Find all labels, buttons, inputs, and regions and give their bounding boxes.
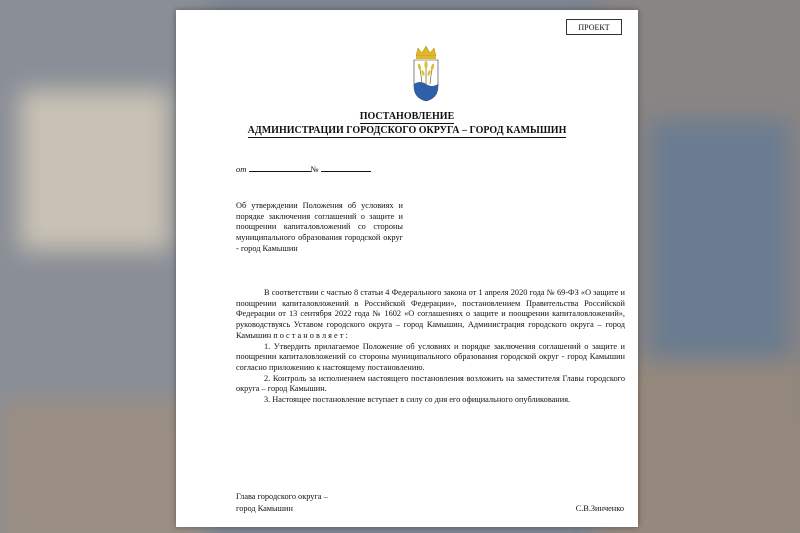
signature-title: Глава городского округа – город Камышин <box>236 492 328 513</box>
draft-stamp: ПРОЕКТ <box>566 19 622 35</box>
issuing-authority: АДМИНИСТРАЦИИ ГОРОДСКОГО ОКРУГА – ГОРОД КАМЫШИН <box>247 125 567 136</box>
document-page <box>176 10 638 527</box>
list-item: 2. Контроль за исполнением настоящего постановления возложить на заместителя Главы городского округа – город Камышин. <box>236 373 625 394</box>
coat-of-arms-icon <box>412 44 440 102</box>
signature-name: С.В.Зинченко <box>575 504 624 513</box>
document-title: ПОСТАНОВЛЕНИЕ <box>359 111 455 122</box>
preamble-paragraph: В соответствии с частью 8 статьи 4 Федерального закона от 1 апреля 2020 года № 69-ФЗ «О защите и поощрении капиталовложений в Российской Федерации», постановлением Правительства Российской Федерации от 13 сентября 2022 года № 1602 «О соглашениях о защите и поощрении капиталовложений», руководствуясь Уставом городского округа – город Камышин, Администрация городского округа – город Камышин п о с т а н о в л я е т : <box>236 288 625 340</box>
document-subject: Об утверждении Положения об условиях и порядке заключения соглашений о защите и поощрении капиталовложений со стороны муниципального образования городской округ - город Камышин <box>236 201 403 253</box>
date-number-line: от № <box>236 163 371 175</box>
list-item: 1. Утвердить прилагаемое Положение об условиях и порядке заключения соглашений о защите и поощрении капиталовложений со стороны муниципального образования городской округ - город Камышин согласно приложению к настоящему постановлению. <box>236 341 625 372</box>
document-body <box>236 288 625 406</box>
list-item: 3. Настоящее постановление вступает в силу со дня его официального опубликования. <box>264 395 571 405</box>
